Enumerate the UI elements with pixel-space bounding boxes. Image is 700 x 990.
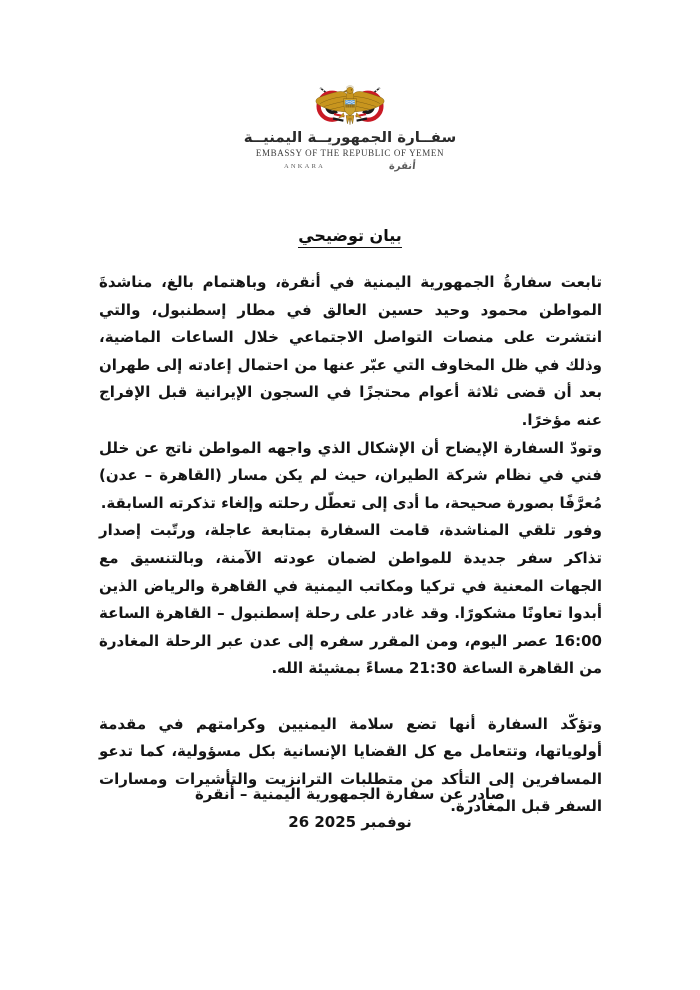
statement-title: بيان توضيحي [298,226,402,248]
embassy-name-english: EMBASSY OF THE REPUBLIC OF YEMEN [255,148,445,158]
paragraph-2: وتودّ السفارة الإيضاح أن الإشكال الذي واجهه المواطن ناتج عن خلل فني في نظام شركة الطيران، حيث لم يكن مسار (القاهرة – عدن) مُعرَّفًا بصورة صحيحة، ما أدى إلى تعطّل رحلته وإلغاء تذكرته السابقة. [99,438,602,512]
embassy-name-calligraphy: سفــارة الجمهوريــة اليمنيــة [243,128,457,146]
city-name-arabic: أنقرة [388,161,417,172]
city-row [284,161,416,172]
statement-title-wrap [0,226,700,248]
issued-by-line: صادر عن سفارة الجمهورية اليمنية – أنقرة [194,785,506,803]
yemen-coat-of-arms-icon [301,82,399,126]
city-name-english: ANKARA [284,163,326,170]
chest-shield [343,99,356,116]
paragraph-4: وتؤكّد السفارة أنها تضع سلامة اليمنيين وكرامتهم في مقدمة أولوياتها، وتتعامل مع كل القضايا الإنسانية بكل مسؤولية، كما تدعو المسافرين إلى التأكد من متطلبات الترانزيت والتأشيرات ومسارات السفر قبل المغادرة. [99,714,602,816]
statement-footer [0,781,700,836]
statement-body [99,269,602,821]
paragraph-3: وفور تلقي المناشدة، قامت السفارة بمتابعة عاجلة، ورتّبت إصدار تذاكر سفر جديدة للمواطن لضمان عودته الآمنة، وبالتنسيق مع الجهات المعنية في تركيا ومكاتب اليمنية في القاهرة والرياض الذين أبدوا تعاونًا مشكورًا. وقد غادر على رحلة إسطنبول – القاهرة الساعة 16:00 عصر اليوم، ومن المقرر سفره إلى عدن عبر الرحلة المغادرة من القاهرة الساعة 21:30 مساءً بمشيئة الله. [99,521,602,678]
issue-date: 26 نوفمبر 2025 [288,812,412,831]
paragraph-1: تابعت سفارةُ الجمهورية اليمنية في أنقرة، وباهتمام بالغ، مناشدةَ المواطن محمود وحيد حسين العالق في مطار إسطنبول، والتي انتشرت على منصات التواصل الاجتماعي خلال الساعات الماضية، وذلك في ظل المخاوف التي عبّر عنها من احتمال إعادته إلى طهران بعد أن قضى ثلاثة أعوام محتجزًا في السجون الإيرانية قبل الإفراج عنه مؤخرًا. [99,273,602,429]
embassy-letterhead [0,82,700,172]
